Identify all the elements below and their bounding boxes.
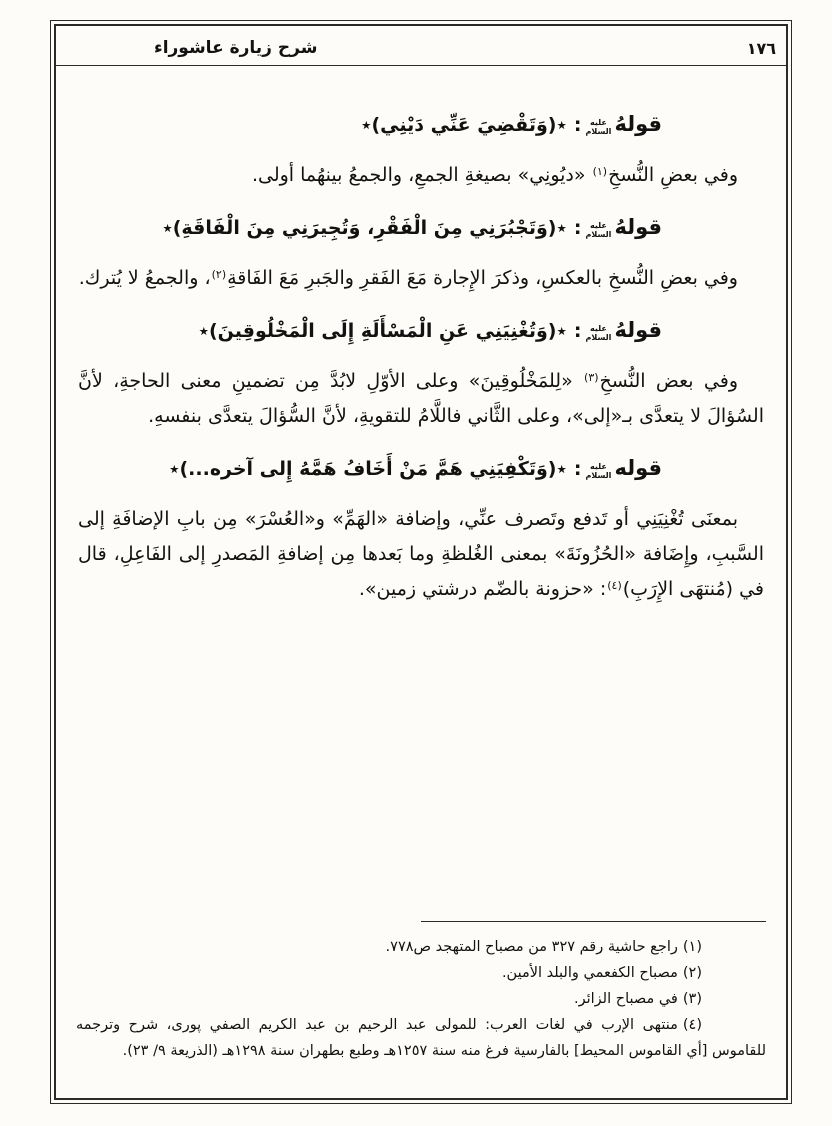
footnote-text: راجع حاشية رقم ٣٢٧ من مصباح المتهجد ص٧٧٨.: [385, 938, 678, 955]
footnote-number: (٤): [682, 1016, 702, 1033]
footnote-marker: (١): [592, 164, 608, 178]
commentary-paragraph: [78, 364, 764, 434]
footnote-marker: (٣): [584, 370, 599, 384]
footnote: [76, 986, 766, 1012]
footnote-number: (١): [682, 938, 702, 955]
qawl-phrase: ٭(وَتَقْضِيَ عَنِّي دَيْنِي)٭: [361, 114, 567, 136]
footnote: [76, 960, 766, 986]
page-border-frame: [50, 20, 792, 1104]
footnote-marker: (٢): [211, 267, 227, 281]
footnote: [76, 934, 766, 960]
footnote-separator-rule: [421, 921, 766, 922]
footnote-text: في مصباح الزائر.: [574, 990, 678, 1007]
qawl-heading: [78, 450, 764, 488]
footnote-marker: (٤): [607, 579, 622, 593]
qawl-lead-word: قولهُ: [614, 317, 662, 342]
commentary-paragraph: [78, 502, 764, 607]
qawl-heading: [78, 106, 764, 144]
qawl-heading: [78, 312, 764, 350]
qawl-colon: :: [573, 457, 582, 480]
alayhis-salam-mark: عليه السلام: [585, 117, 612, 136]
paragraph-text: وفي بعضِ النُّسخِ بالعكسِ، وذكرَ الإِجارة مَعَ الفَقرِ والجَبرِ مَعَ الفَاقةِ: [227, 266, 738, 289]
footnote-number: (٣): [682, 990, 702, 1007]
footnote-text: مصباح الكفعمي والبلد الأمين.: [501, 964, 678, 981]
paragraph-text: : «حزونة بالضّم درشتي زمين».: [358, 578, 607, 601]
qawl-heading: [78, 209, 764, 247]
alayhis-salam-mark: عليه السلام: [585, 323, 612, 342]
running-header: [56, 32, 786, 66]
commentary-paragraph: [78, 261, 764, 296]
alayhis-salam-mark: عليه السلام: [585, 461, 612, 480]
page-number: ١٧٦: [746, 39, 776, 58]
book-title: شرح زيارة عاشوراء: [154, 38, 318, 58]
qawl-phrase: ٭(وَتَجْبُرَنِي مِنَ الْفَقْرِ، وَتُجِيرَنِي مِنَ الْفَاقَةِ)٭: [162, 216, 567, 239]
paragraph-text: «لِلمَخْلُوقِينَ» وعلى الأوّلِ لابُدَّ مِن تضمينِ معنى الحاجةِ، لأنَّ السُؤالَ لا يتعدَّى بـ«إلى»، وعلى الثَّاني فاللَّامُ للتقويةِ، لأنَّ السُّؤالَ يتعدَّى بنفسهِ.: [78, 369, 764, 427]
page-body: [72, 66, 770, 921]
qawl-phrase: ٭(وَتَكْفِيَنِي هَمَّ مَنْ أَخَافُ هَمَّهُ إِلى آخره...)٭: [169, 457, 567, 480]
page-inner-frame: [54, 24, 788, 1100]
paragraph-text: بمعنَى تُغْنِيَنِي أو تَدفع وتَصرف عنِّي، وإضافة «الهَمِّ» و«العُسْرَ» مِن بابِ الإضافَةِ إلى السَّببِ، وإِضَافة «الحُزُونَةَ» بمعنى الغُلظةِ وما بَعدها مِن إضافةِ المَصدرِ إلى الفَاعِلِ، قال في (مُنتهَى الإِرَبِ): [78, 507, 764, 601]
paragraph-text: ، والجمعُ لا يُترك.: [78, 266, 211, 289]
paragraph-text: وفي بعض النُّسخِ: [599, 369, 739, 392]
commentary-paragraph: [78, 158, 764, 193]
footnote-number: (٢): [682, 964, 702, 981]
paragraph-text: «ديُونِي» بصيغةِ الجمعِ، والجمعُ بينهُما أولى.: [251, 163, 592, 186]
qawl-colon: :: [573, 114, 582, 136]
footnote: [76, 1012, 766, 1064]
qawl-colon: :: [573, 216, 582, 239]
qawl-phrase: ٭(وَتُغْنِيَنِي عَنِ الْمَسْأَلَةِ إِلَى الْمَخْلُوقِينَ)٭: [198, 319, 567, 342]
qawl-lead-word: قولهُ: [614, 214, 662, 239]
qawl-colon: :: [573, 319, 582, 342]
footnotes-section: [72, 921, 770, 1064]
qawl-lead-word: قوله: [614, 455, 662, 480]
qawl-lead-word: قولهُ: [614, 112, 662, 136]
footnote-text: منتهى الإرب في لغات العرب: للمولى عبد الرحيم بن عبد الكريم الصفي پوری، شرح وترجمه للقاموس [أي القاموس المحيط] بالفارسية فرغ منه سنة ١٢٥٧هـ وطبع بطهران سنة ١٢٩٨هـ (الذريعة ٩/ ٢٣).: [76, 1016, 766, 1059]
paragraph-text: وفي بعضِ النُّسخِ: [608, 163, 738, 186]
alayhis-salam-mark: عليه السلام: [585, 220, 612, 239]
